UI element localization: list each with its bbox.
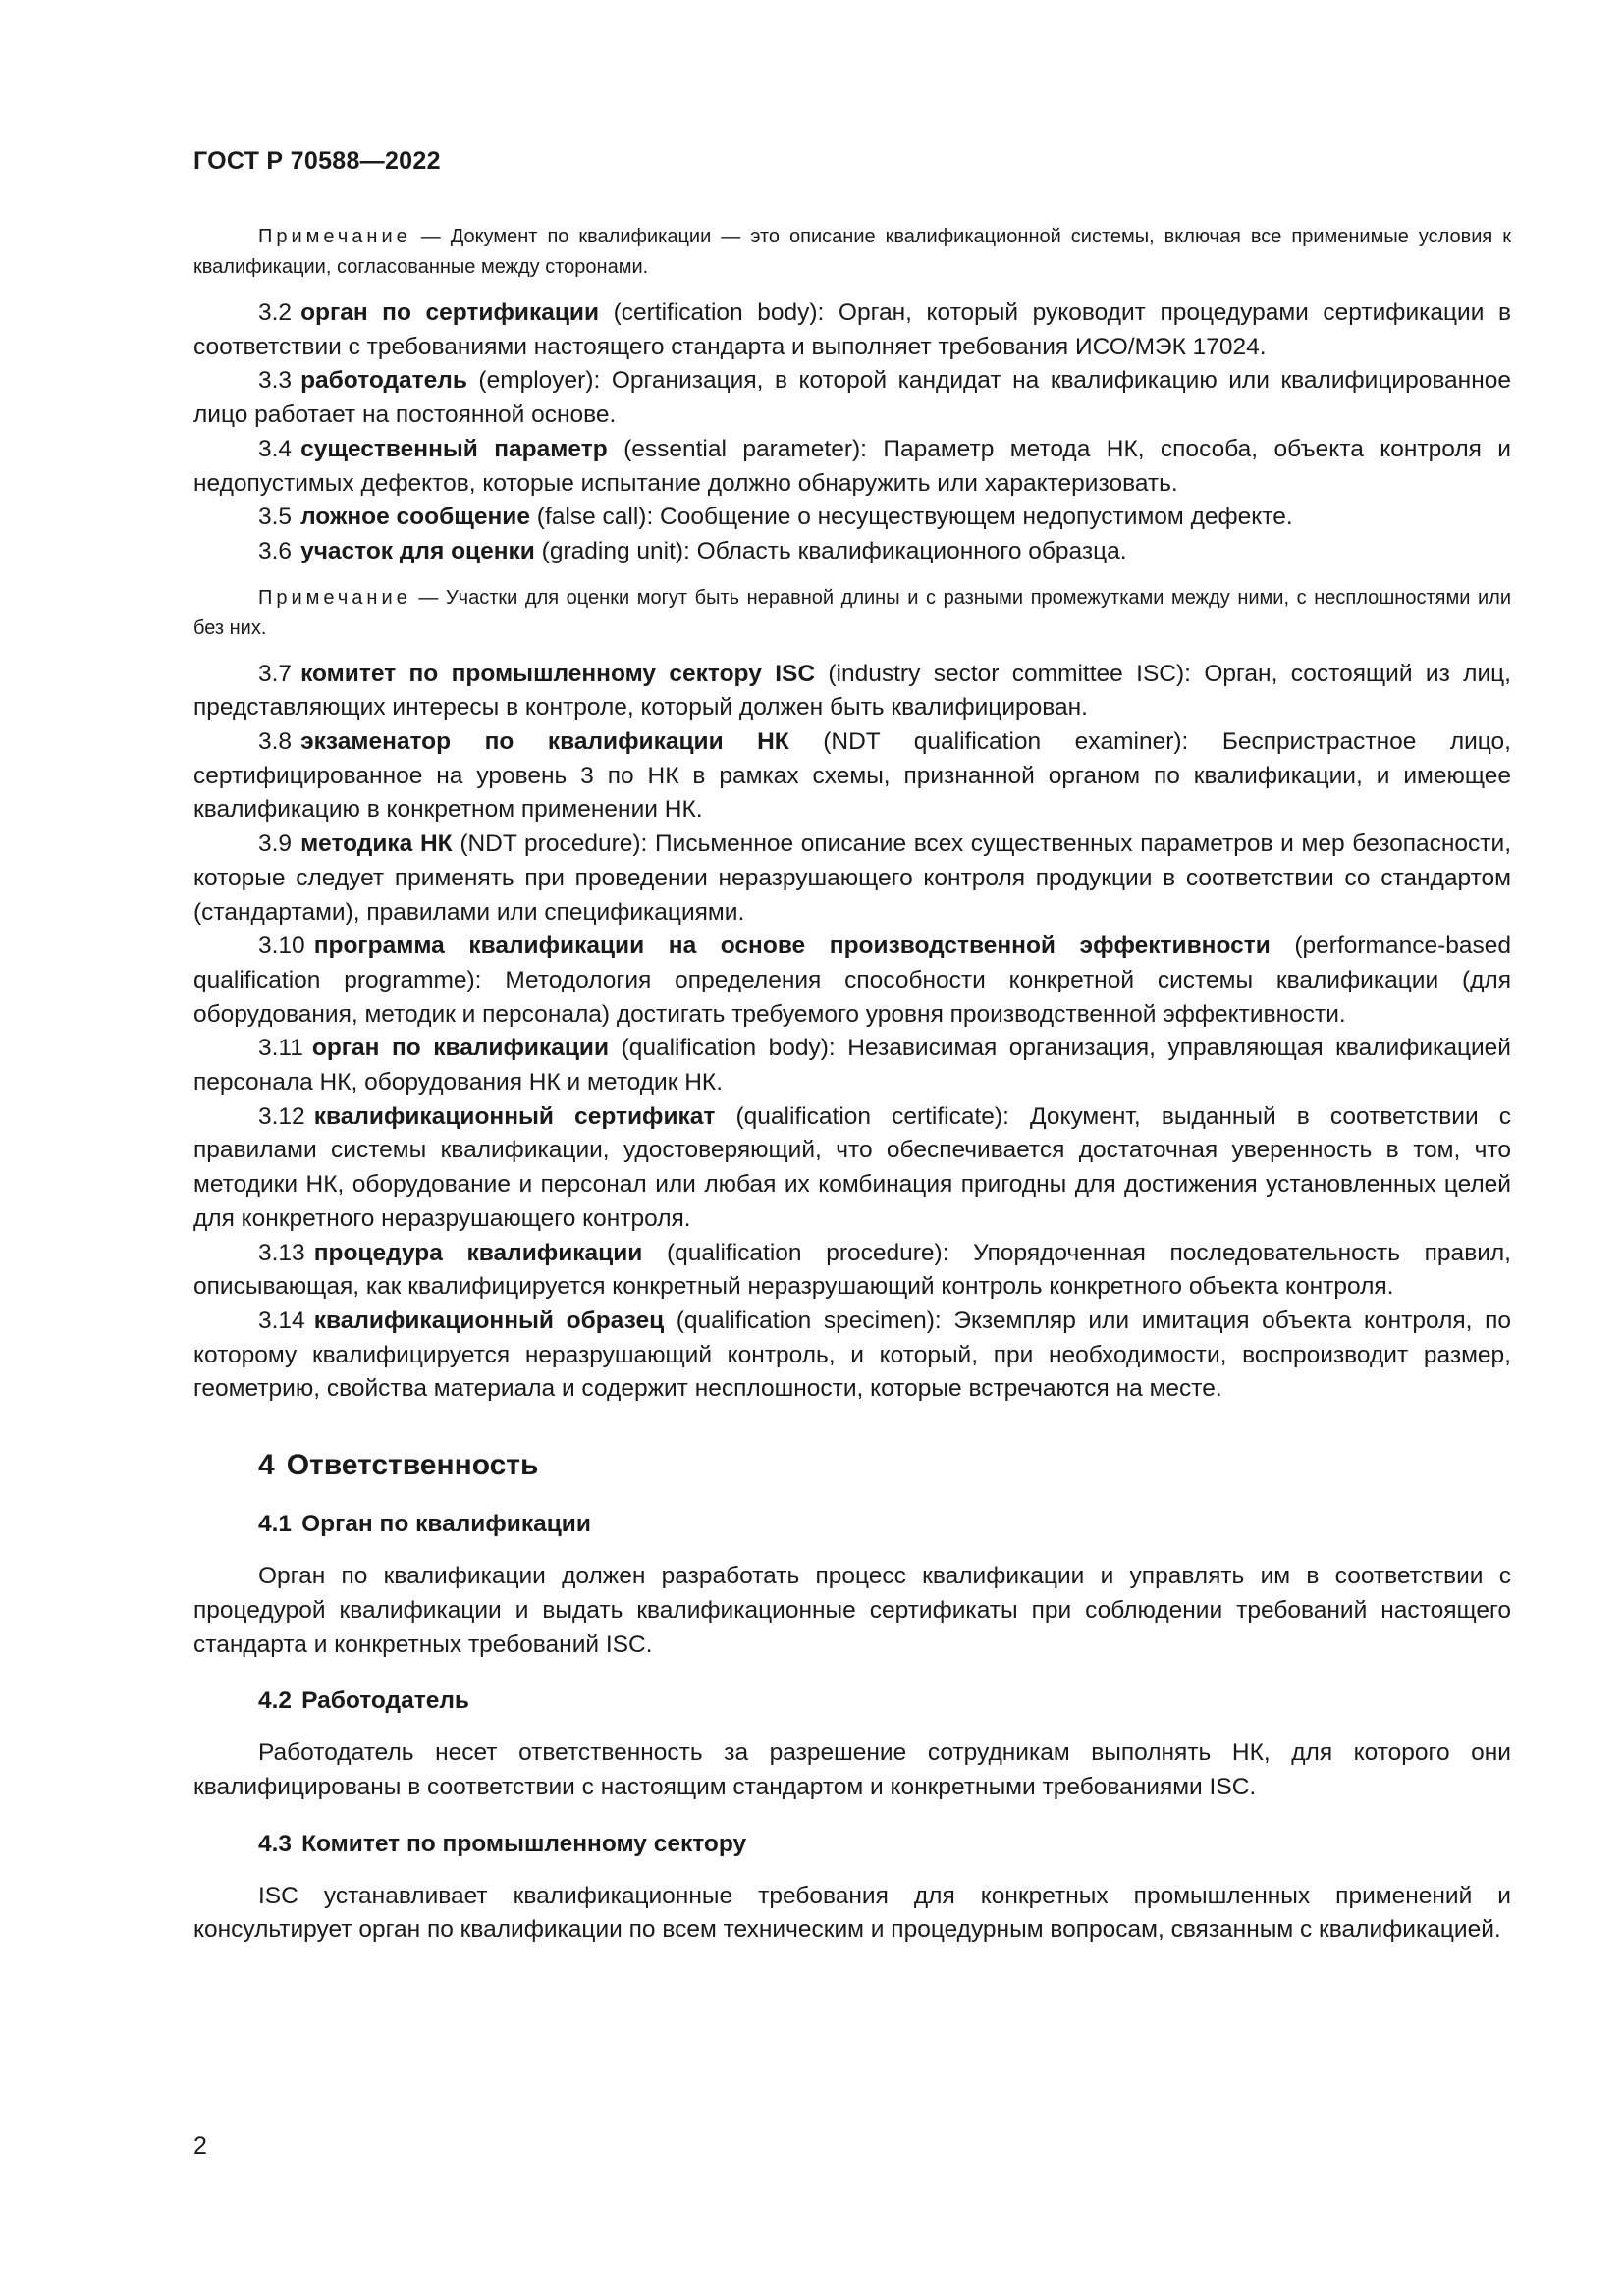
subsection-4-1-heading [258, 1507, 1511, 1542]
definition-number: 3.14 [258, 1307, 305, 1334]
definition-text: (industry sector committee ISC): Орган, состоящий из лиц, представляющих интересы в контроле, который должен быть квалифицирован. [193, 660, 1511, 721]
definition-3-8 [193, 725, 1511, 828]
definition-3-9 [193, 828, 1511, 930]
definition-3-10 [193, 930, 1511, 1032]
definition-number: 3.9 [258, 830, 293, 858]
definition-term: существенный параметр [300, 435, 608, 462]
definition-text: (false call): Сообщение о несуществующем недопустимом дефекте. [530, 504, 1293, 531]
definition-term: квалификационный сертификат [313, 1102, 716, 1130]
definition-number: 3.12 [258, 1102, 305, 1130]
definition-3-7 [193, 658, 1511, 725]
subsection-4-3-heading [258, 1827, 1511, 1862]
definition-number: 3.13 [258, 1239, 305, 1266]
definition-term: участок для оценки [300, 537, 535, 564]
definition-number: 3.8 [258, 728, 293, 756]
definition-term: ложное сообщение [300, 504, 530, 531]
section-number: 4 [258, 1449, 275, 1482]
subsection-4-1-text: Орган по квалификации должен разработать процесс квалификации и управлять им в соответствии с процедурой квалификации и выдать квалификационные сертификаты при соблюдении требований настоящего стандарта и конкретных требований ISC. [193, 1563, 1511, 1658]
definition-term: процедура квалификации [313, 1239, 643, 1266]
definition-text: (NDT procedure): Письменное описание всех существенных параметров и мер безопасности, которые следует применять при проведении неразрушающего контроля продукции в соответствии со стандартом (стандартами), правилами или спецификациями. [193, 830, 1511, 926]
page-number: 2 [193, 2132, 207, 2160]
note-label: Примечание [258, 226, 411, 247]
subsection-number: 4.1 [258, 1511, 293, 1538]
definition-number: 3.6 [258, 537, 293, 564]
definition-3-6 [193, 535, 1511, 569]
subsection-number: 4.3 [258, 1830, 293, 1857]
note-text: — Документ по квалификации — это описание квалификационной системы, включая все применимые условия к квалификации, согласованные между сторонами. [193, 226, 1511, 278]
definition-text: (qualification certificate): Документ, выданный в соответствии с правилами системы квалификации, удостоверяющий, что обеспечивается достаточная уверенность в том, что методики НК, оборудование и персонал или любая их комбинация пригодны для достижения установленных целей для конкретного неразрушающего контроля. [193, 1102, 1512, 1232]
definition-number: 3.2 [258, 299, 293, 326]
subsection-number: 4.2 [258, 1687, 293, 1715]
definition-term: методика НК [300, 830, 453, 858]
definition-3-11 [193, 1032, 1511, 1099]
definition-term: орган по квалификации [311, 1035, 610, 1062]
definitions-group-a [193, 296, 1511, 569]
definition-text: (grading unit): Область квалификационного образца. [534, 537, 1127, 564]
definition-text: (qualification body): Независимая организация, управляющая квалификацией персонала НК, оборудования НК и методик НК. [193, 1035, 1511, 1096]
subsection-4-3-text: ISC устанавливает квалификационные требования для конкретных промышленных применений и консультирует орган по квалификации по всем техническим и процедурным вопросам, связанным с квалификацией. [193, 1882, 1511, 1944]
definition-term: программа квалификации на основе производственной эффективности [313, 933, 1271, 960]
note-text: — Участки для оценки могут быть неравной длины и с разными промежутками между ними, с несплошностями или без них. [193, 586, 1511, 639]
definition-3-14 [193, 1305, 1511, 1407]
subsection-4-2-text: Работодатель несет ответственность за разрешение сотрудникам выполнять НК, для которого они квалифицированы в соответствии с настоящим стандартом и конкретными требованиями ISC. [193, 1739, 1511, 1800]
definition-term: комитет по промышленному сектору ISC [300, 660, 816, 687]
definitions-group-b [193, 658, 1511, 1407]
definition-text: (NDT qualification examiner): Беспристрастное лицо, сертифицированное на уровень 3 по НК в рамках схемы, признанной органом по квалификации, и имеющее квалификацию в конкретном применении НК. [193, 728, 1511, 824]
subsection-title: Орган по квалификации [301, 1511, 591, 1538]
subsection-title: Комитет по промышленному сектору [301, 1830, 747, 1857]
document-code: ГОСТ Р 70588—2022 [193, 147, 441, 175]
definition-3-2 [193, 296, 1511, 364]
definition-3-3 [193, 364, 1511, 432]
note-2 [193, 583, 1511, 644]
section-4-heading [258, 1446, 1511, 1485]
definition-text: (qualification specimen): Экземпляр или имитация объекта контроля, по которому квалифицируется неразрушающий контроль, и который, при необходимости, воспроизводит размер, геометрию, свойства материала и содержит несплошности, которые встречаются на месте. [193, 1307, 1511, 1403]
note-label: Примечание [258, 586, 411, 609]
definition-3-12 [193, 1100, 1511, 1237]
definition-term: орган по сертификации [300, 299, 600, 326]
definition-number: 3.3 [258, 367, 293, 395]
definition-number: 3.10 [258, 933, 305, 960]
subsection-4-2-heading [258, 1683, 1511, 1719]
definition-text: (essential parameter): Параметр метода НК, способа, объекта контроля и недопустимых дефектов, которые испытание должно обнаружить или характеризовать. [193, 435, 1511, 497]
definition-3-5 [193, 501, 1511, 535]
definition-text: (qualification procedure): Упорядоченная последовательность правил, описывающая, как квалифицируется конкретный неразрушающий контроль конкретного объекта контроля. [193, 1239, 1511, 1301]
section-title: Ответственность [286, 1449, 539, 1482]
subsection-title: Работодатель [301, 1687, 469, 1715]
definition-number: 3.11 [258, 1035, 303, 1062]
definition-number: 3.5 [258, 504, 293, 531]
definition-term: квалификационный образец [313, 1307, 665, 1334]
definition-text: (employer): Организация, в которой кандидат на квалификацию или квалифицированное лицо работает на постоянной основе. [193, 367, 1511, 429]
page-content [193, 222, 1511, 1948]
definition-term: экзаменатор по квалификации НК [300, 728, 789, 756]
definition-text: (performance-based qualification programme): Методология определения способности конкретной системы квалификации (для оборудования, методик и персонала) достигать требуемого уровня производственной эффективности. [193, 933, 1511, 1028]
note-1 [193, 222, 1511, 283]
definition-term: работодатель [300, 367, 467, 395]
definition-number: 3.7 [258, 660, 293, 687]
definition-number: 3.4 [258, 435, 293, 462]
definition-text: (certification body): Орган, который руководит процедурами сертификации в соответствии с требованиями настоящего стандарта и выполняет требования ИСО/МЭК 17024. [193, 299, 1511, 360]
definition-3-4 [193, 433, 1511, 501]
definition-3-13 [193, 1237, 1511, 1305]
